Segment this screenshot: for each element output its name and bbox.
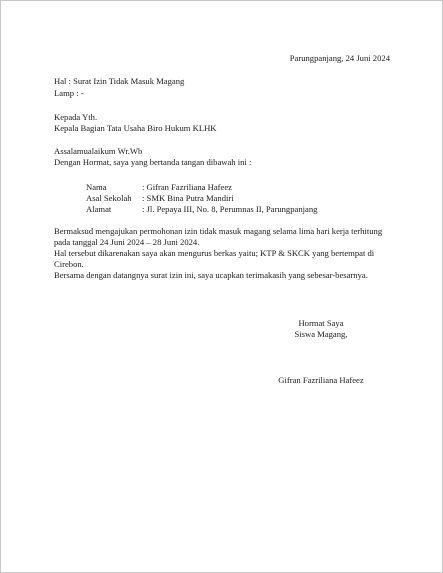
signature-name: Gifran Fazriliana Hafeez xyxy=(278,375,364,385)
date-place: Parungpanjang, 24 Juni 2024 xyxy=(289,53,390,63)
body-paragraph-1-line-1: Bermaksud mengajukan permohonan izin tidak masuk magang selama lima hari kerja terhitung xyxy=(54,226,383,236)
recipient-line-2: Kepala Bagian Tata Usaha Biro Hukum KLHK xyxy=(54,123,217,133)
intro-text: Dengan Hormat, saya yang bertanda tangan dibawah ini : xyxy=(54,157,252,167)
subject-line: Hal : Surat Izin Tidak Masuk Magang xyxy=(54,76,185,86)
body-paragraph-2-line-1: Hal tersebut dikarenakan saya akan mengurus berkas yaitu; KTP & SKCK yang bertempat di xyxy=(54,248,375,258)
attachment-line: Lamp : - xyxy=(54,88,84,98)
greeting: Assalamualaikum Wr.Wb xyxy=(54,146,143,156)
field-label-nama: Nama xyxy=(86,182,107,192)
field-label-alamat: Alamat xyxy=(86,204,112,214)
body-paragraph-1-line-2: pada tanggal 24 Juni 2024 – 28 Juni 2024. xyxy=(54,237,200,247)
recipient-line-1: Kepada Yth. xyxy=(54,112,98,122)
field-value-sekolah: : SMK Bina Putra Mandiri xyxy=(142,193,234,203)
field-label-sekolah: Asal Sekolah xyxy=(86,193,132,203)
body-paragraph-3-line-1: Bersama dengan datangnya surat izin ini, saya ucapkan terimakasih yang sebesar-besarnya. xyxy=(54,270,368,280)
field-value-nama: : Gifran Fazriliana Hafeez xyxy=(142,182,232,192)
closing-line-2: Siswa Magang, xyxy=(294,329,348,339)
field-value-alamat: : Jl. Pepaya III, No. 8, Perumnas II, Parungpanjang xyxy=(142,204,318,214)
body-paragraph-2-line-2: Cirebon. xyxy=(54,259,84,269)
closing-line-1: Hormat Saya xyxy=(298,318,344,328)
